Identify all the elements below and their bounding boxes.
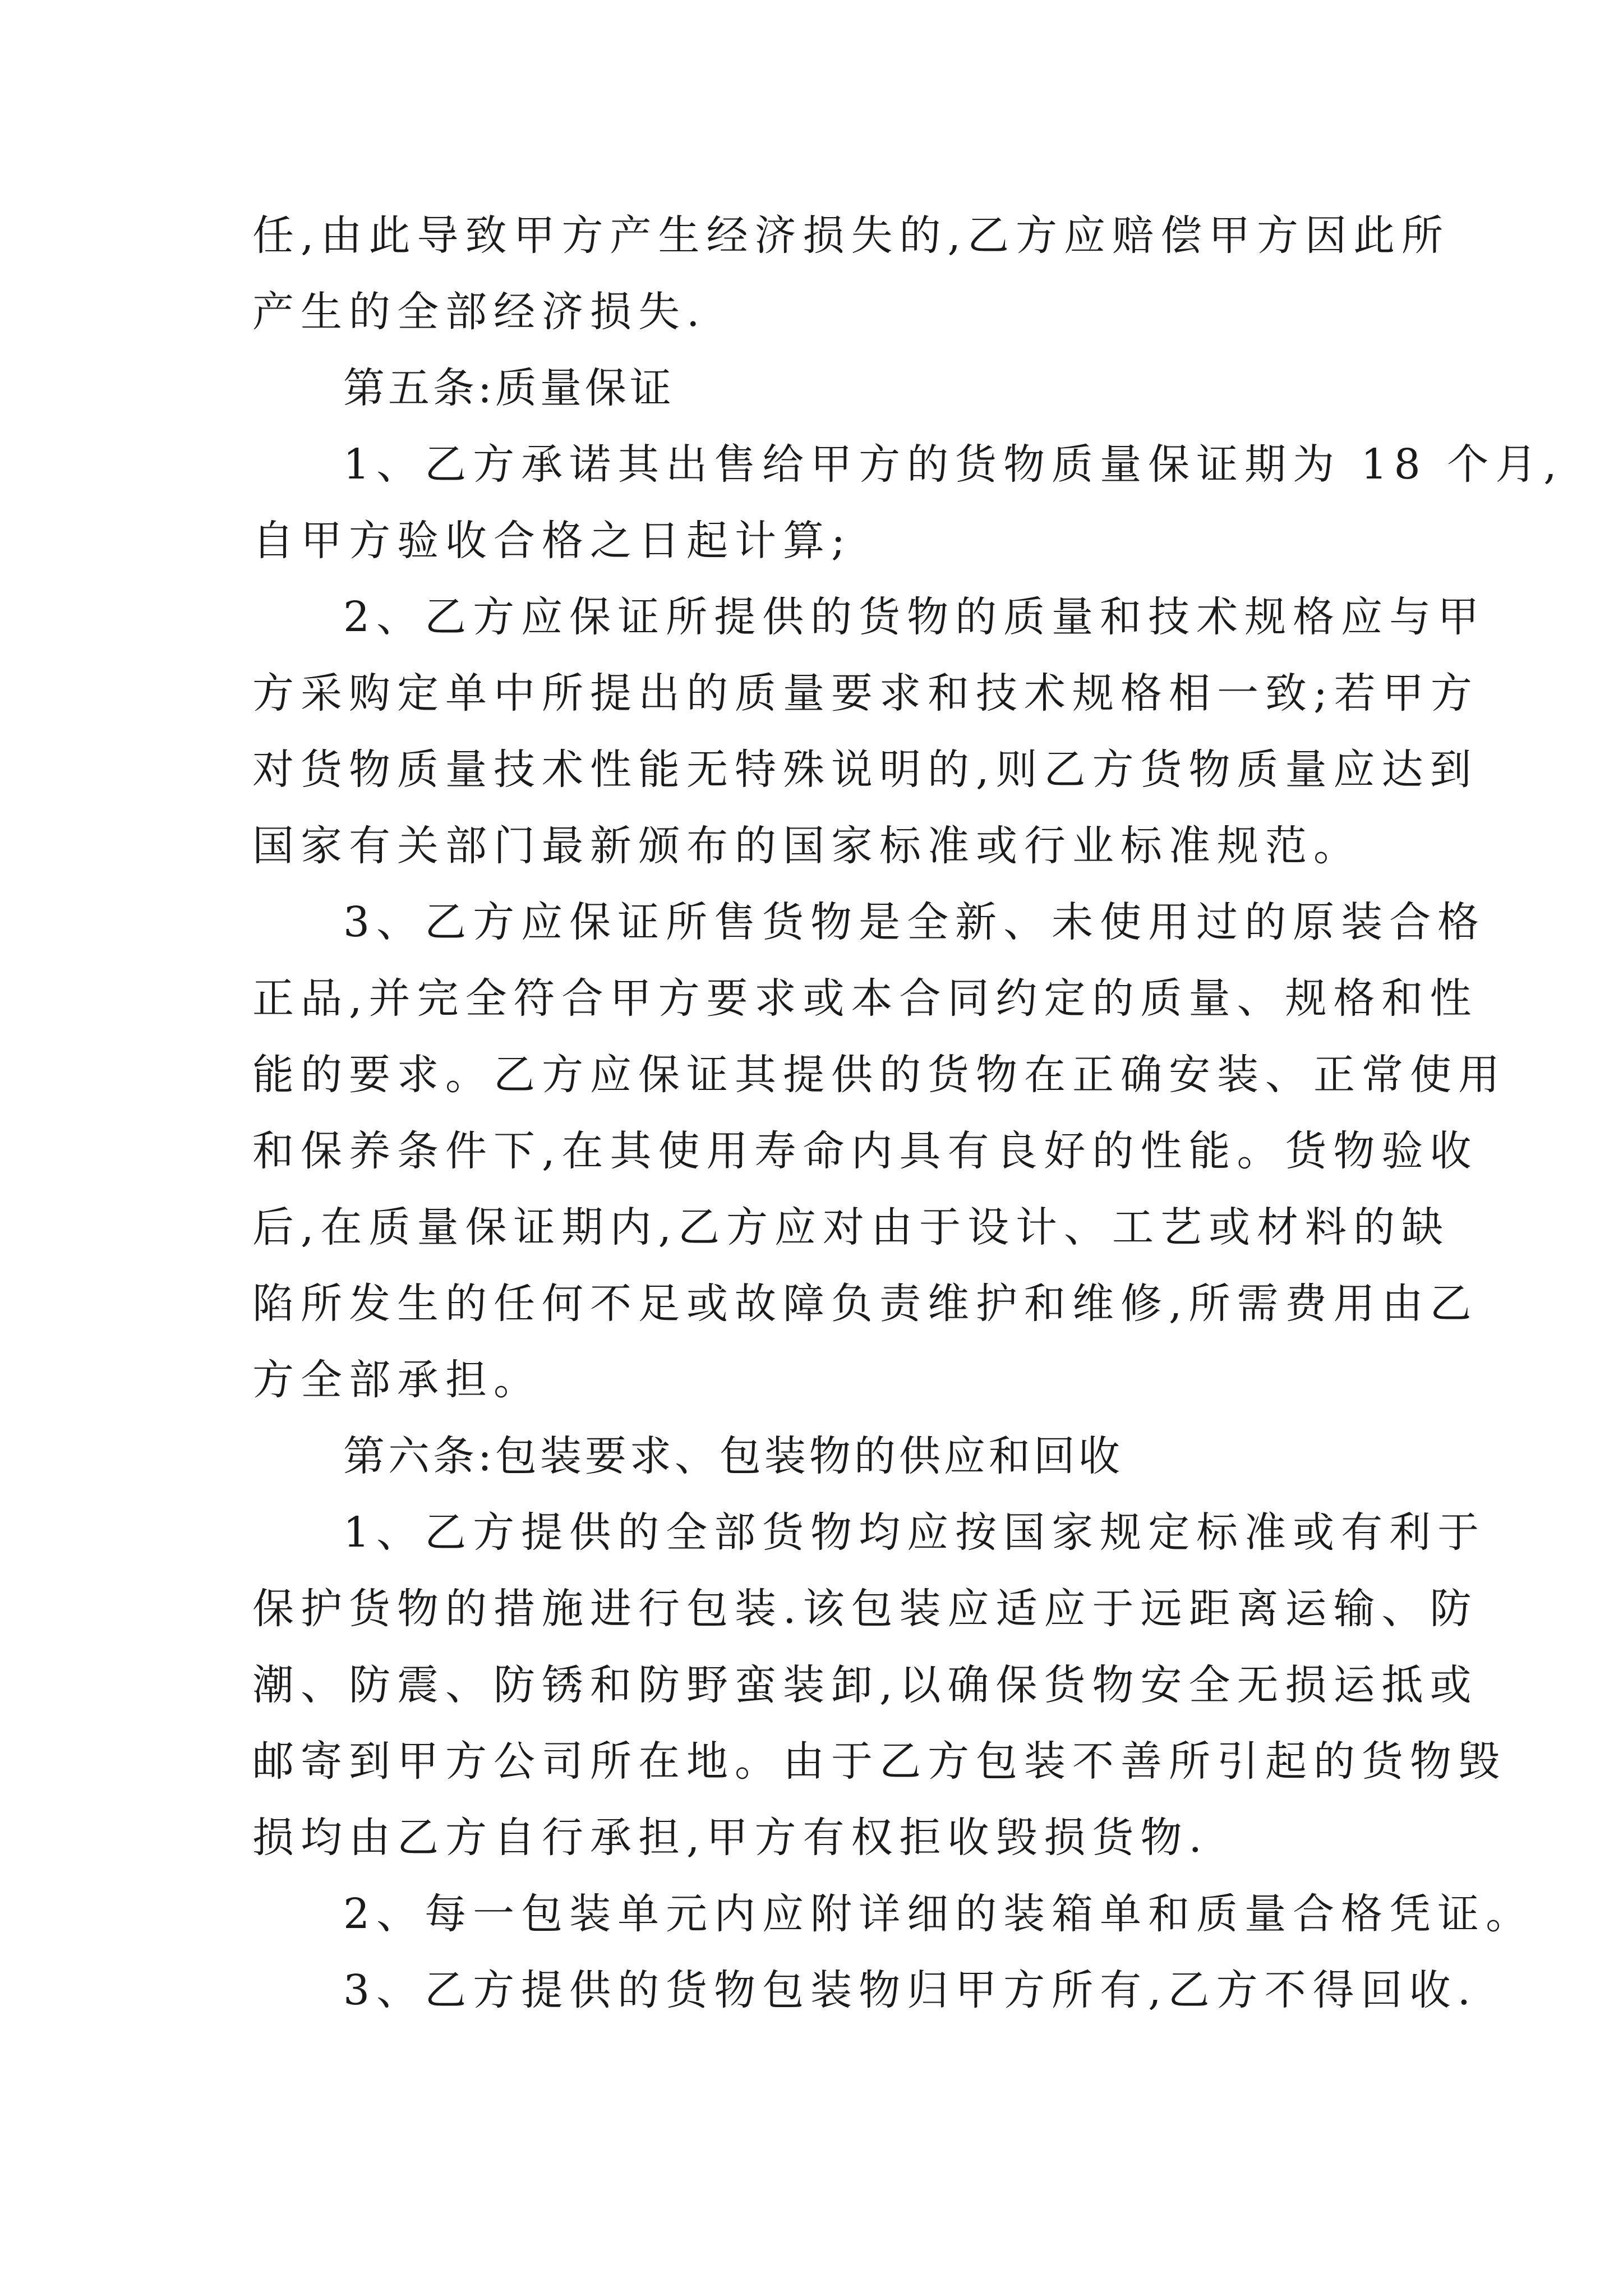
text-line: 潮、防震、防锈和防野蛮装卸,以确保货物安全无损运抵或 xyxy=(252,1661,1478,1709)
text-line: 1、乙方提供的全部货物均应按国家规定标准或有利于 xyxy=(343,1508,1486,1557)
document-page xyxy=(252,208,1564,2039)
text-line: 陷所发生的任何不足或故障负责维护和维修,所需费用由乙 xyxy=(252,1280,1478,1328)
text-line: 1、乙方承诺其出售给甲方的货物质量保证期为 18 个月, xyxy=(343,440,1564,489)
text-line: 方全部承担。 xyxy=(252,1356,542,1404)
text-line: 国家有关部门最新颁布的国家标准或行业标准规范。 xyxy=(252,822,1362,870)
text-line: 损均由乙方自行承担,甲方有权拒收毁损货物. xyxy=(252,1814,1209,1862)
text-line: 保护货物的措施进行包装.该包装应适应于远距离运输、防 xyxy=(252,1585,1478,1633)
text-line: 自甲方验收合格之日起计算; xyxy=(252,517,852,565)
text-line: 3、乙方提供的货物包装物归甲方所有,乙方不得回收. xyxy=(343,1966,1478,2014)
section-heading: 第五条:质量保证 xyxy=(343,364,675,412)
text-line: 2、每一包装单元内应附详细的装箱单和质量合格凭证。 xyxy=(343,1890,1534,1938)
text-line: 邮寄到甲方公司所在地。由于乙方包装不善所引起的货物毁 xyxy=(252,1737,1506,1786)
text-line: 对货物质量技术性能无特殊说明的,则乙方货物质量应达到 xyxy=(252,746,1478,794)
text-line: 正品,并完全符合甲方要求或本合同约定的质量、规格和性 xyxy=(252,974,1478,1023)
text-line: 能的要求。乙方应保证其提供的货物在正确安装、正常使用 xyxy=(252,1051,1506,1099)
text-line: 2、乙方应保证所提供的货物的质量和技术规格应与甲 xyxy=(343,593,1486,641)
text-line: 产生的全部经济损失. xyxy=(252,288,707,336)
text-line: 后,在质量保证期内,乙方应对由于设计、工艺或材料的缺 xyxy=(252,1203,1450,1251)
section-heading: 第六条:包装要求、包装物的供应和回收 xyxy=(343,1432,1123,1480)
text-line: 方采购定单中所提出的质量要求和技术规格相一致;若甲方 xyxy=(252,669,1479,717)
document-body xyxy=(252,208,1564,2039)
text-line: 和保养条件下,在其使用寿命内具有良好的性能。货物验收 xyxy=(252,1127,1478,1175)
text-line: 任,由此导致甲方产生经济损失的,乙方应赔偿甲方因此所 xyxy=(252,211,1450,260)
text-line: 3、乙方应保证所售货物是全新、未使用过的原装合格 xyxy=(343,898,1486,946)
